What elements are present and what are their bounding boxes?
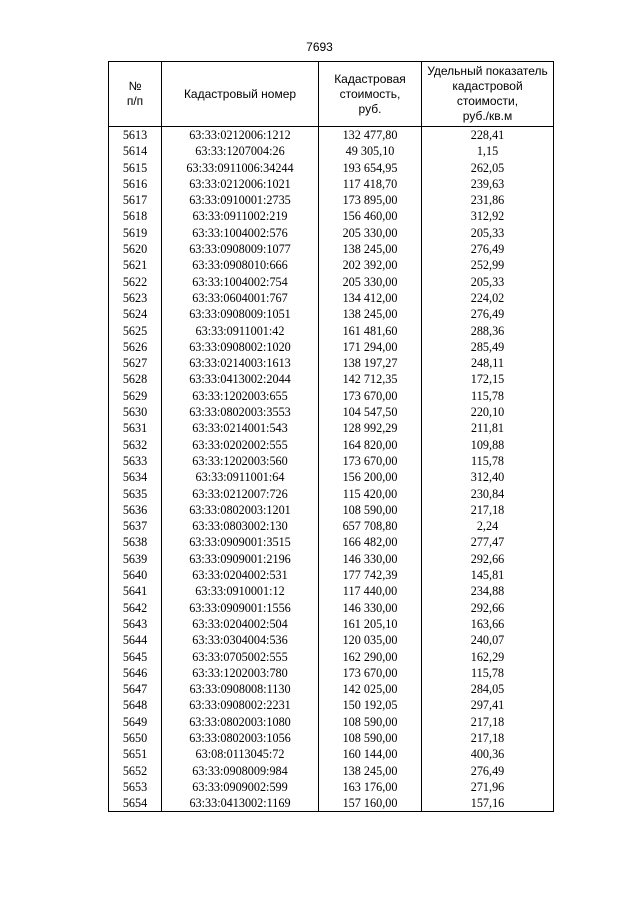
cell-cadastral-value: 173 670,00 [319, 665, 422, 681]
cell-cadastral-value: 146 330,00 [319, 600, 422, 616]
table-row [109, 453, 554, 469]
cell-num: 5615 [109, 160, 162, 176]
cell-cadastral-number: 63:33:0908002:1020 [162, 339, 319, 355]
table-row [109, 681, 554, 697]
cell-specific-indicator: 205,33 [422, 274, 554, 290]
table-row [109, 176, 554, 192]
cell-cadastral-value: 161 481,60 [319, 323, 422, 339]
cell-cadastral-value: 173 895,00 [319, 192, 422, 208]
header-specific-indicator-line: Удельный показатель [427, 64, 548, 78]
cell-cadastral-value: 142 025,00 [319, 681, 422, 697]
cell-num: 5627 [109, 355, 162, 371]
table-row [109, 534, 554, 550]
cell-cadastral-number: 63:33:0908008:1130 [162, 681, 319, 697]
cell-cadastral-number: 63:33:0202002:555 [162, 437, 319, 453]
cell-cadastral-number: 63:33:0802003:1080 [162, 714, 319, 730]
cell-cadastral-number: 63:33:0212006:1212 [162, 127, 319, 144]
cell-num: 5641 [109, 583, 162, 599]
cell-num: 5620 [109, 241, 162, 257]
header-num [109, 62, 162, 127]
cell-specific-indicator: 240,07 [422, 632, 554, 648]
cell-cadastral-number: 63:08:0113045:72 [162, 746, 319, 762]
table-row [109, 486, 554, 502]
cell-cadastral-number: 63:33:0909001:2196 [162, 551, 319, 567]
table-row [109, 746, 554, 762]
cell-specific-indicator: 297,41 [422, 697, 554, 713]
cell-cadastral-value: 205 330,00 [319, 225, 422, 241]
cell-specific-indicator: 292,66 [422, 551, 554, 567]
cell-cadastral-value: 108 590,00 [319, 730, 422, 746]
header-specific-indicator [422, 62, 554, 127]
table-row [109, 779, 554, 795]
cell-specific-indicator: 115,78 [422, 388, 554, 404]
cell-num: 5637 [109, 518, 162, 534]
cell-num: 5634 [109, 469, 162, 485]
cell-num: 5642 [109, 600, 162, 616]
table-row [109, 616, 554, 632]
cell-cadastral-number: 63:33:0604001:767 [162, 290, 319, 306]
cell-specific-indicator: 145,81 [422, 567, 554, 583]
cell-cadastral-number: 63:33:0908010:666 [162, 257, 319, 273]
table-row [109, 208, 554, 224]
cell-cadastral-number: 63:33:0413002:2044 [162, 371, 319, 387]
cell-specific-indicator: 224,02 [422, 290, 554, 306]
header-specific-indicator-line: кадастровой [452, 79, 523, 93]
cell-specific-indicator: 217,18 [422, 502, 554, 518]
cell-num: 5654 [109, 795, 162, 812]
cell-specific-indicator: 277,47 [422, 534, 554, 550]
cell-cadastral-value: 108 590,00 [319, 714, 422, 730]
cell-cadastral-number: 63:33:0802003:1201 [162, 502, 319, 518]
cell-specific-indicator: 239,63 [422, 176, 554, 192]
cell-num: 5644 [109, 632, 162, 648]
cell-num: 5628 [109, 371, 162, 387]
cell-specific-indicator: 231,86 [422, 192, 554, 208]
header-cadastral-number [162, 62, 319, 127]
cell-num: 5630 [109, 404, 162, 420]
cell-cadastral-number: 63:33:0413002:1169 [162, 795, 319, 812]
cell-cadastral-value: 150 192,05 [319, 697, 422, 713]
cell-num: 5616 [109, 176, 162, 192]
cell-specific-indicator: 157,16 [422, 795, 554, 812]
cell-cadastral-value: 134 412,00 [319, 290, 422, 306]
cell-cadastral-number: 63:33:0212006:1021 [162, 176, 319, 192]
cell-num: 5635 [109, 486, 162, 502]
cell-cadastral-value: 171 294,00 [319, 339, 422, 355]
table-row [109, 795, 554, 812]
cell-num: 5648 [109, 697, 162, 713]
cell-cadastral-number: 63:33:0911001:64 [162, 469, 319, 485]
cell-cadastral-value: 173 670,00 [319, 388, 422, 404]
cell-cadastral-number: 63:33:0204002:531 [162, 567, 319, 583]
cell-specific-indicator: 1,15 [422, 143, 554, 159]
cell-cadastral-value: 146 330,00 [319, 551, 422, 567]
header-num-line: № [128, 79, 142, 93]
cell-specific-indicator: 234,88 [422, 583, 554, 599]
table-row [109, 697, 554, 713]
header-cadastral-value-line: руб. [358, 101, 382, 116]
cell-cadastral-value: 49 305,10 [319, 143, 422, 159]
cell-specific-indicator: 228,41 [422, 127, 554, 144]
cell-num: 5619 [109, 225, 162, 241]
cell-cadastral-value: 104 547,50 [319, 404, 422, 420]
cell-cadastral-value: 156 460,00 [319, 208, 422, 224]
cell-cadastral-value: 163 176,00 [319, 779, 422, 795]
cell-cadastral-value: 138 245,00 [319, 241, 422, 257]
cell-cadastral-number: 63:33:0802003:3553 [162, 404, 319, 420]
cell-specific-indicator: 211,81 [422, 420, 554, 436]
cell-cadastral-number: 63:33:0911006:34244 [162, 160, 319, 176]
cell-cadastral-value: 193 654,95 [319, 160, 422, 176]
header-specific-indicator-line: руб./кв.м [462, 109, 513, 123]
table-row [109, 257, 554, 273]
cell-specific-indicator: 276,49 [422, 241, 554, 257]
cell-cadastral-number: 63:33:0705002:555 [162, 649, 319, 665]
cell-num: 5646 [109, 665, 162, 681]
cell-cadastral-value: 162 290,00 [319, 649, 422, 665]
cell-num: 5625 [109, 323, 162, 339]
cell-specific-indicator: 276,49 [422, 306, 554, 322]
cell-num: 5647 [109, 681, 162, 697]
cell-cadastral-value: 161 205,10 [319, 616, 422, 632]
cell-cadastral-number: 63:33:0908009:984 [162, 763, 319, 779]
cell-num: 5633 [109, 453, 162, 469]
cell-cadastral-number: 63:33:1202003:655 [162, 388, 319, 404]
cell-specific-indicator: 400,36 [422, 746, 554, 762]
cell-specific-indicator: 163,66 [422, 616, 554, 632]
cell-cadastral-number: 63:33:0910001:12 [162, 583, 319, 599]
cell-cadastral-number: 63:33:1004002:754 [162, 274, 319, 290]
cell-specific-indicator: 262,05 [422, 160, 554, 176]
table-row [109, 143, 554, 159]
cell-cadastral-number: 63:33:0803002:130 [162, 518, 319, 534]
cell-specific-indicator: 115,78 [422, 453, 554, 469]
table-row [109, 339, 554, 355]
cell-specific-indicator: 109,88 [422, 437, 554, 453]
table-row [109, 388, 554, 404]
cell-cadastral-value: 177 742,39 [319, 567, 422, 583]
header-num-line: п/п [126, 94, 144, 108]
cell-specific-indicator: 284,05 [422, 681, 554, 697]
cell-cadastral-value: 160 144,00 [319, 746, 422, 762]
header-specific-indicator-line: стоимости, [456, 94, 519, 108]
cell-cadastral-number: 63:33:1207004:26 [162, 143, 319, 159]
cell-specific-indicator: 285,49 [422, 339, 554, 355]
cell-cadastral-value: 132 477,80 [319, 127, 422, 144]
cell-num: 5640 [109, 567, 162, 583]
cell-num: 5629 [109, 388, 162, 404]
table-row [109, 192, 554, 208]
table-row [109, 404, 554, 420]
table-row [109, 420, 554, 436]
cell-num: 5651 [109, 746, 162, 762]
cell-cadastral-number: 63:33:0204002:504 [162, 616, 319, 632]
cell-num: 5639 [109, 551, 162, 567]
table-row [109, 763, 554, 779]
cell-specific-indicator: 217,18 [422, 714, 554, 730]
cell-num: 5649 [109, 714, 162, 730]
cell-num: 5624 [109, 306, 162, 322]
cell-num: 5626 [109, 339, 162, 355]
cell-specific-indicator: 217,18 [422, 730, 554, 746]
cell-cadastral-value: 157 160,00 [319, 795, 422, 812]
cell-cadastral-number: 63:33:0909001:3515 [162, 534, 319, 550]
cell-cadastral-value: 128 992,29 [319, 420, 422, 436]
table-row [109, 469, 554, 485]
table-row [109, 323, 554, 339]
cell-specific-indicator: 288,36 [422, 323, 554, 339]
cadastral-value-table [108, 61, 554, 812]
cell-specific-indicator: 172,15 [422, 371, 554, 387]
cell-num: 5652 [109, 763, 162, 779]
cell-specific-indicator: 292,66 [422, 600, 554, 616]
table-header [109, 62, 554, 127]
cell-cadastral-value: 117 418,70 [319, 176, 422, 192]
cell-num: 5636 [109, 502, 162, 518]
table-row [109, 502, 554, 518]
table-row [109, 127, 554, 144]
cell-cadastral-value: 205 330,00 [319, 274, 422, 290]
cell-cadastral-number: 63:33:0304004:536 [162, 632, 319, 648]
header-cadastral-value [319, 62, 422, 127]
table-row [109, 583, 554, 599]
cell-num: 5614 [109, 143, 162, 159]
cell-cadastral-number: 63:33:0214003:1613 [162, 355, 319, 371]
cell-specific-indicator: 252,99 [422, 257, 554, 273]
table-row [109, 437, 554, 453]
table-row [109, 306, 554, 322]
cell-specific-indicator: 248,11 [422, 355, 554, 371]
table-row [109, 600, 554, 616]
cell-num: 5653 [109, 779, 162, 795]
cell-cadastral-number: 63:33:0802003:1056 [162, 730, 319, 746]
cell-cadastral-number: 63:33:1202003:560 [162, 453, 319, 469]
cell-cadastral-number: 63:33:0908009:1051 [162, 306, 319, 322]
cell-cadastral-value: 166 482,00 [319, 534, 422, 550]
table-row [109, 518, 554, 534]
table-row [109, 274, 554, 290]
cell-cadastral-number: 63:33:0214001:543 [162, 420, 319, 436]
cell-cadastral-number: 63:33:0910001:2735 [162, 192, 319, 208]
cell-cadastral-value: 115 420,00 [319, 486, 422, 502]
cell-specific-indicator: 205,33 [422, 225, 554, 241]
table-row [109, 649, 554, 665]
cell-num: 5638 [109, 534, 162, 550]
cell-num: 5613 [109, 127, 162, 144]
cell-num: 5618 [109, 208, 162, 224]
table-row [109, 730, 554, 746]
cell-cadastral-value: 164 820,00 [319, 437, 422, 453]
table-row [109, 665, 554, 681]
cell-cadastral-value: 142 712,35 [319, 371, 422, 387]
cell-cadastral-value: 156 200,00 [319, 469, 422, 485]
header-cadastral-value-line: Кадастровая [334, 71, 406, 86]
cell-specific-indicator: 220,10 [422, 404, 554, 420]
cell-cadastral-number: 63:33:0212007:726 [162, 486, 319, 502]
table-row [109, 160, 554, 176]
cell-specific-indicator: 312,92 [422, 208, 554, 224]
cell-cadastral-number: 63:33:1202003:780 [162, 665, 319, 681]
table-row [109, 632, 554, 648]
table-body [109, 127, 554, 812]
cell-cadastral-number: 63:33:0908009:1077 [162, 241, 319, 257]
cell-cadastral-value: 108 590,00 [319, 502, 422, 518]
cell-num: 5622 [109, 274, 162, 290]
table-row [109, 371, 554, 387]
cell-cadastral-value: 117 440,00 [319, 583, 422, 599]
cell-num: 5650 [109, 730, 162, 746]
cell-num: 5643 [109, 616, 162, 632]
cell-num: 5621 [109, 257, 162, 273]
cell-specific-indicator: 312,40 [422, 469, 554, 485]
cell-num: 5631 [109, 420, 162, 436]
table-row [109, 290, 554, 306]
cell-num: 5632 [109, 437, 162, 453]
cell-num: 5623 [109, 290, 162, 306]
header-cadastral-number-text: Кадастровый номер [183, 86, 297, 101]
table-row [109, 551, 554, 567]
table-row [109, 355, 554, 371]
table-row [109, 567, 554, 583]
cell-specific-indicator: 162,29 [422, 649, 554, 665]
cell-cadastral-number: 63:33:0908002:2231 [162, 697, 319, 713]
page-number: 7693 [306, 40, 333, 54]
cell-specific-indicator: 230,84 [422, 486, 554, 502]
cell-cadastral-number: 63:33:0911002:219 [162, 208, 319, 224]
cell-cadastral-value: 138 197,27 [319, 355, 422, 371]
header-cadastral-value-line: стоимость, [339, 86, 401, 101]
cell-cadastral-number: 63:33:0909001:1556 [162, 600, 319, 616]
cell-cadastral-value: 202 392,00 [319, 257, 422, 273]
cell-cadastral-number: 63:33:0909002:599 [162, 779, 319, 795]
cell-num: 5617 [109, 192, 162, 208]
cell-cadastral-value: 138 245,00 [319, 763, 422, 779]
cell-specific-indicator: 115,78 [422, 665, 554, 681]
table-row [109, 225, 554, 241]
cell-cadastral-value: 173 670,00 [319, 453, 422, 469]
cell-specific-indicator: 276,49 [422, 763, 554, 779]
cell-cadastral-number: 63:33:0911001:42 [162, 323, 319, 339]
cell-specific-indicator: 2,24 [422, 518, 554, 534]
table-row [109, 241, 554, 257]
cell-specific-indicator: 271,96 [422, 779, 554, 795]
cell-cadastral-value: 120 035,00 [319, 632, 422, 648]
cell-num: 5645 [109, 649, 162, 665]
cell-cadastral-value: 657 708,80 [319, 518, 422, 534]
cell-cadastral-number: 63:33:1004002:576 [162, 225, 319, 241]
cell-cadastral-value: 138 245,00 [319, 306, 422, 322]
table-row [109, 714, 554, 730]
